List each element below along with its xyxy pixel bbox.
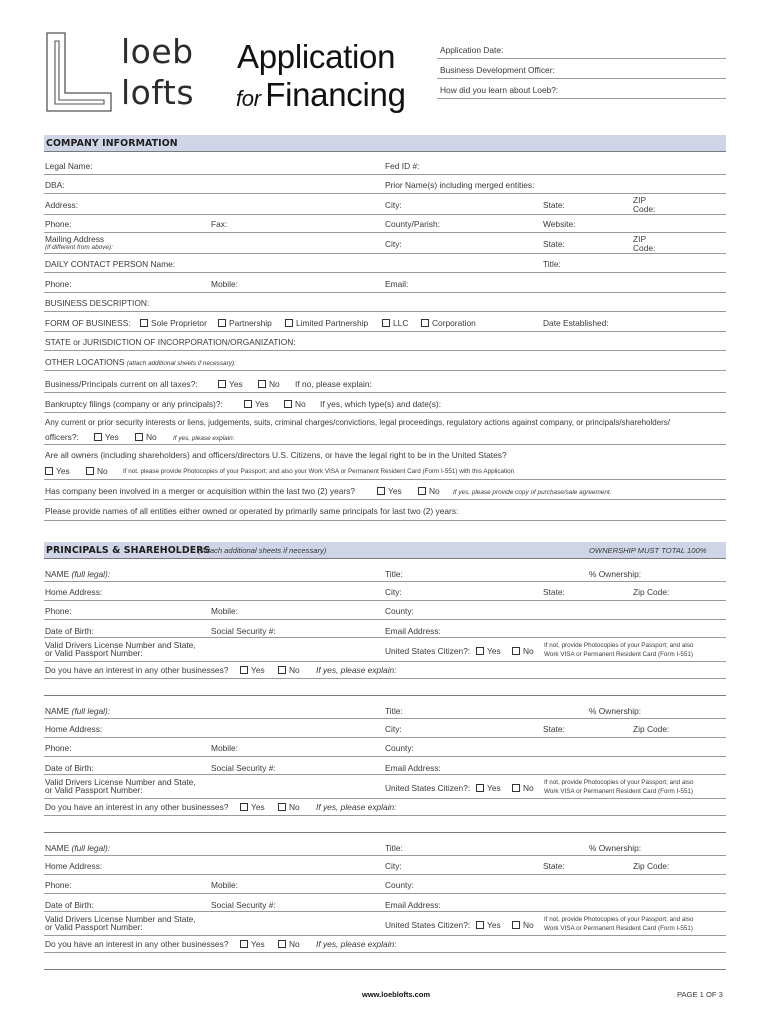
dba-field[interactable] — [44, 193, 726, 194]
principal-ssn-label: Social Security #: — [211, 626, 276, 636]
for-word: for — [236, 86, 261, 111]
principal-phone-field[interactable] — [44, 893, 726, 894]
taxes-followup: If no, please explain: — [295, 379, 372, 389]
principal-phone-field[interactable] — [44, 619, 726, 620]
principal-interest-no-checkbox[interactable] — [278, 666, 286, 674]
principal-citizen-label: United States Citizen?: — [385, 783, 471, 793]
principal-citizen-label: United States Citizen?: — [385, 646, 471, 656]
principal-home-address-label: Home Address: — [45, 861, 103, 871]
principal-mobile-label: Mobile: — [211, 606, 238, 616]
zip-label-top: ZIP — [633, 195, 647, 205]
principal-name-label: NAME (full legal): — [45, 843, 111, 853]
llc-checkbox[interactable] — [382, 319, 390, 327]
taxes-no-checkbox[interactable] — [258, 380, 266, 388]
partnership-option[interactable]: Partnership — [218, 318, 272, 328]
principal-home-address-label: Home Address: — [45, 724, 103, 734]
principal-interest-yes-checkbox[interactable] — [240, 666, 248, 674]
security-no-checkbox[interactable] — [135, 433, 143, 441]
limited-partnership-option[interactable]: Limited Partnership — [285, 318, 368, 328]
principal-zip-label: Zip Code: — [633, 587, 670, 597]
principal-license-label-2: or Valid Passport Number: — [45, 922, 143, 932]
sole-proprietor-option[interactable]: Sole Proprietor — [140, 318, 207, 328]
principal-title-label: Title: — [385, 843, 403, 853]
principal-email-label: Email Address: — [385, 900, 441, 910]
contact-phone-field[interactable] — [44, 292, 726, 293]
mailing-state-label: State: — [543, 239, 565, 249]
citizens-yes-checkbox[interactable] — [45, 467, 53, 475]
principal-home-address-label: Home Address: — [45, 587, 103, 597]
principal-passport-note-2: Work VISA or Permanent Resident Card (Form I-551) — [544, 651, 693, 658]
principal-passport-note-1: If not, provide Photocopies of your Passport; and also — [544, 642, 694, 649]
principal-interest-yes-checkbox[interactable] — [240, 803, 248, 811]
principal-license-field[interactable] — [44, 798, 726, 799]
fax-label: Fax: — [211, 219, 228, 229]
principal-license-field[interactable] — [44, 661, 726, 662]
legal-name-label: Legal Name: — [45, 161, 93, 171]
principal-interest-yes-option[interactable]: Yes — [240, 665, 265, 675]
mailing-zip-top: ZIP — [633, 234, 647, 244]
page-title: Application — [237, 38, 396, 75]
principal-license-label-2: or Valid Passport Number: — [45, 648, 143, 658]
taxes-yes-option[interactable]: Yes — [218, 379, 243, 389]
phone-field[interactable] — [44, 232, 726, 233]
taxes-yes-checkbox[interactable] — [218, 380, 226, 388]
other-locations-label: OTHER LOCATIONS (attach additional sheets if necessary): — [45, 357, 236, 367]
principals-section-title: PRINCIPALS & SHAREHOLDERS — [46, 545, 211, 556]
principal-home-address-field[interactable] — [44, 874, 726, 875]
principal-zip-label: Zip Code: — [633, 724, 670, 734]
citizens-field[interactable] — [44, 479, 726, 480]
principal-interest-followup: If yes, please explain: — [316, 665, 397, 675]
principal-license-label-2: or Valid Passport Number: — [45, 785, 143, 795]
corporation-option[interactable]: Corporation — [421, 318, 476, 328]
learn-about-label: How did you learn about Loeb?: — [440, 85, 559, 95]
citizens-question: Are all owners (including shareholders) and officers/directors U.S. Citizens, or have the legal right to be in the United States? — [45, 450, 507, 460]
business-dev-officer-label: Business Development Officer: — [440, 65, 555, 75]
principal-name-field[interactable] — [44, 581, 726, 582]
bankruptcy-question: Bankruptcy filings (company or any principals)?: — [45, 399, 223, 409]
application-date-field[interactable] — [437, 58, 726, 59]
citizens-yes-option[interactable]: Yes — [45, 466, 70, 476]
daily-contact-label: DAILY CONTACT PERSON Name: — [45, 259, 176, 269]
mailing-address-label: Mailing Address — [45, 234, 105, 244]
website-label: Website: — [543, 219, 576, 229]
entities-field[interactable] — [44, 520, 726, 521]
limited-partnership-checkbox[interactable] — [285, 319, 293, 327]
principal-ownership-label: % Ownership: — [589, 706, 642, 716]
principal-phone-label: Phone: — [45, 880, 72, 890]
principal-title-label: Title: — [385, 569, 403, 579]
principal-state-label: State: — [543, 587, 565, 597]
page-subtitle — [236, 76, 406, 114]
business-description-label: BUSINESS DESCRIPTION: — [45, 298, 150, 308]
principal-name-label: NAME (full legal): — [45, 569, 111, 579]
principal-license-label-1: Valid Drivers License Number and State, — [45, 914, 196, 924]
business-description-field[interactable] — [44, 311, 726, 312]
form-of-business-label: FORM OF BUSINESS: — [45, 318, 131, 328]
principal-name-label: NAME (full legal): — [45, 706, 111, 716]
security-followup: If yes, please explain: — [173, 435, 235, 442]
principal-interest-question: Do you have an interest in any other businesses? — [45, 802, 229, 812]
principal-dob-field[interactable] — [44, 774, 726, 775]
principal-interest-question: Do you have an interest in any other businesses? — [45, 939, 229, 949]
principal-interest-no-option[interactable]: No — [278, 665, 300, 675]
taxes-question: Business/Principals current on all taxes?: — [45, 379, 198, 389]
principal-interest-no-checkbox[interactable] — [278, 803, 286, 811]
ownership-total-note: OWNERSHIP MUST TOTAL 100% — [589, 546, 707, 555]
principal-citizen-yes-checkbox[interactable] — [476, 647, 484, 655]
application-date-label: Application Date: — [440, 45, 504, 55]
citizens-no-checkbox[interactable] — [86, 467, 94, 475]
legal-name-field[interactable] — [44, 174, 726, 175]
citizens-followup: If not, please provide Photocopies of your Passport; and also your Work VISA or Permanent Resident Card (Form I-551) with this Application — [123, 468, 515, 475]
principal-ownership-label: % Ownership: — [589, 569, 642, 579]
principal-mobile-label: Mobile: — [211, 743, 238, 753]
principal-home-address-field[interactable] — [44, 737, 726, 738]
principal-interest-yes-checkbox[interactable] — [240, 940, 248, 948]
principal-citizen-yes-option[interactable]: Yes — [476, 646, 501, 656]
fed-id-label: Fed ID #: — [385, 161, 420, 171]
citizens-no-option[interactable]: No — [86, 466, 108, 476]
state-jurisdiction-label: STATE or JURISDICTION OF INCORPORATION/ORGANIZATION: — [45, 337, 296, 347]
security-question-line1: Any current or prior security interests or liens, judgements, suits, criminal charges/convictions, legal proceedings, regulatory actions against company, or principals/shareholders/ — [45, 418, 671, 427]
principal-citizen-yes-option[interactable]: Yes — [476, 783, 501, 793]
principal-interest-field[interactable] — [44, 952, 726, 953]
principal-name-field[interactable] — [44, 855, 726, 856]
footer-website-link[interactable]: www.loeblofts.com — [362, 990, 431, 999]
security-question-line2: officers?: — [45, 432, 79, 442]
principal-ssn-label: Social Security #: — [211, 900, 276, 910]
principal-state-label: State: — [543, 724, 565, 734]
other-locations-field[interactable] — [44, 370, 726, 371]
principal-license-label-1: Valid Drivers License Number and State, — [45, 640, 196, 650]
principal-interest-question: Do you have an interest in any other businesses? — [45, 665, 229, 675]
sole-proprietor-checkbox[interactable] — [140, 319, 148, 327]
merger-followup: If yes, please provide copy of purchase/sale agreement. — [453, 489, 612, 496]
merger-yes-option[interactable]: Yes — [377, 486, 402, 496]
principal-citizen-yes-option[interactable]: Yes — [476, 920, 501, 930]
principal-dob-label: Date of Birth: — [45, 763, 94, 773]
zip-label-bottom: Code: — [633, 204, 656, 214]
principal-license-field[interactable] — [44, 935, 726, 936]
logo — [44, 30, 224, 122]
city-label: City: — [385, 200, 402, 210]
principal-citizen-no-option[interactable]: No — [512, 783, 534, 793]
merger-no-option[interactable]: No — [418, 486, 440, 496]
principal-home-address-field[interactable] — [44, 600, 726, 601]
merger-no-checkbox[interactable] — [418, 487, 426, 495]
principal-passport-note-1: If not, provide Photocopies of your Passport; and also — [544, 916, 694, 923]
dba-label: DBA: — [45, 180, 65, 190]
principal-citizen-label: United States Citizen?: — [385, 920, 471, 930]
principal-interest-field[interactable] — [44, 678, 726, 679]
entities-question: Please provide names of all entities either owned or operated by primarily same principals for last two (2) years: — [45, 506, 459, 516]
principal-county-label: County: — [385, 743, 414, 753]
phone-label: Phone: — [45, 219, 72, 229]
bankruptcy-yes-option[interactable]: Yes — [244, 399, 269, 409]
form-of-business-field[interactable] — [44, 331, 726, 332]
daily-contact-field[interactable] — [44, 272, 726, 273]
learn-about-field[interactable] — [437, 98, 726, 99]
principal-county-label: County: — [385, 606, 414, 616]
principal-citizen-no-checkbox[interactable] — [512, 784, 520, 792]
logo-line1: loeb — [121, 32, 194, 71]
principal-citizen-yes-checkbox[interactable] — [476, 784, 484, 792]
principal-dob-field[interactable] — [44, 637, 726, 638]
bankruptcy-yes-checkbox[interactable] — [244, 400, 252, 408]
principal-passport-note-2: Work VISA or Permanent Resident Card (Form I-551) — [544, 925, 693, 932]
principals-section-note: (Attach additional sheets if necessary) — [198, 546, 327, 555]
principal-phone-label: Phone: — [45, 743, 72, 753]
principal-citizen-no-checkbox[interactable] — [512, 921, 520, 929]
county-parish-label: County/Parish: — [385, 219, 440, 229]
principal-dob-label: Date of Birth: — [45, 900, 94, 910]
merger-question: Has company been involved in a merger or acquisition within the last two (2) years? — [45, 486, 356, 496]
principal-email-label: Email Address: — [385, 763, 441, 773]
principal-passport-note-1: If not, provide Photocopies of your Passport; and also — [544, 779, 694, 786]
principal-interest-followup: If yes, please explain: — [316, 802, 397, 812]
principal-interest-yes-option[interactable]: Yes — [240, 802, 265, 812]
principal-ownership-label: % Ownership: — [589, 843, 642, 853]
llc-option[interactable]: LLC — [382, 318, 408, 328]
principal-dob-field[interactable] — [44, 911, 726, 912]
partnership-checkbox[interactable] — [218, 319, 226, 327]
principal-interest-field[interactable] — [44, 815, 726, 816]
date-established-label: Date Established: — [543, 318, 609, 328]
principal-city-label: City: — [385, 724, 402, 734]
principal-county-label: County: — [385, 880, 414, 890]
taxes-field[interactable] — [44, 392, 726, 393]
principal-license-label-1: Valid Drivers License Number and State, — [45, 777, 196, 787]
financing-word: Financing — [265, 76, 406, 113]
mailing-city-label: City: — [385, 239, 402, 249]
security-field[interactable] — [44, 444, 726, 445]
mailing-address-note: (if different from above): — [45, 244, 113, 251]
contact-email-label: Email: — [385, 279, 409, 289]
address-label: Address: — [45, 200, 79, 210]
contact-title-label: Title: — [543, 259, 561, 269]
merger-yes-checkbox[interactable] — [377, 487, 385, 495]
principal-state-label: State: — [543, 861, 565, 871]
security-yes-checkbox[interactable] — [94, 433, 102, 441]
company-section-title: COMPANY INFORMATION — [46, 138, 178, 149]
contact-phone-label: Phone: — [45, 279, 72, 289]
security-no-option[interactable]: No — [135, 432, 157, 442]
principal-citizen-no-option[interactable]: No — [512, 920, 534, 930]
state-label: State: — [543, 200, 565, 210]
taxes-no-option[interactable]: No — [258, 379, 280, 389]
mailing-zip-bottom: Code: — [633, 243, 656, 253]
principal-citizen-yes-checkbox[interactable] — [476, 921, 484, 929]
principal-zip-label: Zip Code: — [633, 861, 670, 871]
principal-name-field[interactable] — [44, 718, 726, 719]
principal-mobile-label: Mobile: — [211, 880, 238, 890]
security-yes-option[interactable]: Yes — [94, 432, 119, 442]
principal-interest-followup: If yes, please explain: — [316, 939, 397, 949]
principal-interest-yes-option[interactable]: Yes — [240, 939, 265, 949]
mailing-address-field[interactable] — [44, 253, 726, 254]
principal-email-label: Email Address: — [385, 626, 441, 636]
principal-interest-no-option[interactable]: No — [278, 802, 300, 812]
logo-mark-icon — [44, 30, 114, 114]
principal-title-label: Title: — [385, 706, 403, 716]
address-field[interactable] — [44, 214, 726, 215]
bankruptcy-no-checkbox[interactable] — [284, 400, 292, 408]
principal-phone-field[interactable] — [44, 756, 726, 757]
principal-ssn-label: Social Security #: — [211, 763, 276, 773]
prior-names-label: Prior Name(s) including merged entities: — [385, 180, 535, 190]
logo-line2: lofts — [121, 73, 195, 112]
bankruptcy-field[interactable] — [44, 412, 726, 413]
bankruptcy-followup: If yes, which type(s) and date(s): — [320, 399, 442, 409]
page-number: PAGE 1 OF 3 — [677, 990, 723, 999]
principal-dob-label: Date of Birth: — [45, 626, 94, 636]
principal-passport-note-2: Work VISA or Permanent Resident Card (Form I-551) — [544, 788, 693, 795]
state-jurisdiction-field[interactable] — [44, 350, 726, 351]
principal-city-label: City: — [385, 861, 402, 871]
principal-citizen-no-checkbox[interactable] — [512, 647, 520, 655]
corporation-checkbox[interactable] — [421, 319, 429, 327]
principal-city-label: City: — [385, 587, 402, 597]
principal-interest-no-option[interactable]: No — [278, 939, 300, 949]
principal-interest-no-checkbox[interactable] — [278, 940, 286, 948]
contact-mobile-label: Mobile: — [211, 279, 238, 289]
bankruptcy-no-option[interactable]: No — [284, 399, 306, 409]
principal-phone-label: Phone: — [45, 606, 72, 616]
merger-field[interactable] — [44, 499, 726, 500]
principal-citizen-no-option[interactable]: No — [512, 646, 534, 656]
business-dev-officer-field[interactable] — [437, 78, 726, 79]
